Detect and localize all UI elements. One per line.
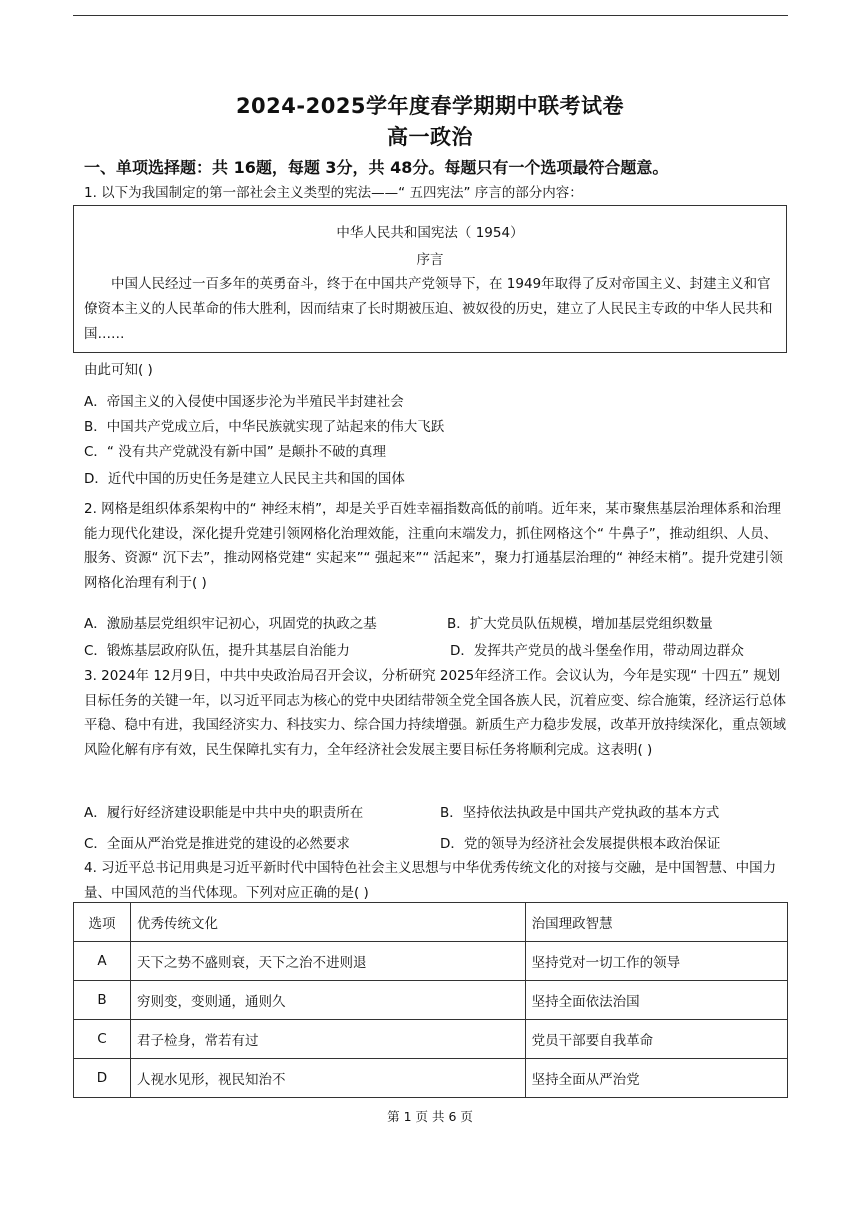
table-row (74, 981, 788, 1020)
table-cell: C (74, 1020, 131, 1059)
exam-title: 2024-2025学年度春学期期中联考试卷 (235, 94, 625, 118)
table-cell: A (74, 942, 131, 981)
table-cell: 坚持全面依法治国 (525, 981, 787, 1020)
exam-subject: 高一政治 (387, 125, 473, 149)
q3-option-b: B．坚持依法执政是中国共产党执政的基本方式 (440, 805, 720, 821)
q2-option-d: D．发挥共产党员的战斗堡垒作用，带动周边群众 (450, 643, 744, 659)
q3-option-d: D．党的领导为经济社会发展提供根本政治保证 (440, 836, 721, 852)
q1-option-d: D．近代中国的历史任务是建立人民民主共和国的国体 (84, 471, 405, 487)
q2-option-c: C．锻炼基层政府队伍，提升其基层自治能力 (84, 643, 350, 659)
table-cell: 坚持党对一切工作的领导 (525, 942, 787, 981)
q1-quote-box (73, 205, 787, 353)
q1-option-b: B．中国共产党成立后，中华民族就实现了站起来的伟大飞跃 (84, 419, 445, 435)
table-header-cell: 优秀传统文化 (130, 903, 525, 942)
table-cell: 天下之势不盛则衰，天下之治不进则退 (130, 942, 525, 981)
table-header-cell: 选项 (74, 903, 131, 942)
q1-ask: 由此可知( ) (84, 362, 153, 378)
q1-box-subtitle: 序言 (416, 252, 444, 268)
table-row (74, 942, 788, 981)
q2-stem: 2. 网格是组织体系架构中的“ 神经末梢”，却是关乎百姓幸福指数高低的前哨。近年来，某市聚焦基层治理体系和治理能力现代化建设，深化提升党建引领网格化治理效能，注重向末端发力，抓住网格这个“ 牛鼻子”，推动组织、人员、服务、资源“ 沉下去”，推动网格党建“ 实起来”“ 强起来”“ 活起来”，聚力打通基层治理的“ 神经末梢”。提升党建引领网格化治理有利于( ) (84, 501, 783, 591)
table-cell: 穷则变，变则通，通则久 (130, 981, 525, 1020)
q3-stem: 3. 2024年 12月9日，中共中央政治局召开会议，分析研究 2025年经济工作。会议认为，今年是实现“ 十四五” 规划目标任务的关键一年，以习近平同志为核心的党中央团结带领全党全国各族人民，沉着应变、综合施策，经济运行总体平稳、稳中有进，我国经济实力、科技实力、综合国力持续增强。新质生产力稳步发展，改革开放持续深化，重点领域风险化解有序有效，民生保障扎实有力，全年经济社会发展主要目标任务将顺利完成。这表明( ) (84, 668, 786, 758)
table-header-cell: 治国理政智慧 (525, 903, 787, 942)
table-cell: 坚持全面从严治党 (525, 1059, 787, 1098)
q3-option-c: C．全面从严治党是推进党的建设的必然要求 (84, 836, 350, 852)
section-heading: 一、单项选择题：共 16题，每题 3分，共 48分。每题只有一个选项最符合题意。 (84, 158, 669, 177)
q4-table (73, 902, 788, 1098)
table-cell: 党员干部要自我革命 (525, 1020, 787, 1059)
q3-option-a: A．履行好经济建设职能是中共中央的职责所在 (84, 805, 364, 821)
table-cell: B (74, 981, 131, 1020)
table-row (74, 1020, 788, 1059)
q2-option-a: A．激励基层党组织牢记初心，巩固党的执政之基 (84, 616, 377, 632)
page-footer: 第 1 页 共 6 页 (387, 1109, 473, 1124)
q1-option-c: C．“ 没有共产党就没有新中国” 是颠扑不破的真理 (84, 444, 386, 460)
table-cell: 君子检身，常若有过 (130, 1020, 525, 1059)
header-rule (73, 15, 788, 16)
q1-box-text: 中国人民经过一百多年的英勇奋斗，终于在中国共产党领导下，在 1949年取得了反对帝国主义、封建主义和官僚资本主义的人民革命的伟大胜利，因而结束了长时期被压迫、被奴役的历史，建立了人民民主专政的中华人民共和国…… (84, 276, 773, 342)
q1-box-title: 中华人民共和国宪法（ 1954） (336, 225, 524, 241)
q2-option-b: B．扩大党员队伍规模，增加基层党组织数量 (447, 616, 713, 632)
table-header-row (74, 903, 788, 942)
q1-stem: 1. 以下为我国制定的第一部社会主义类型的宪法——“ 五四宪法” 序言的部分内容： (84, 185, 583, 201)
table-cell: 人视水见形，视民知治不 (130, 1059, 525, 1098)
q4-stem: 4. 习近平总书记用典是习近平新时代中国特色社会主义思想与中华优秀传统文化的对接与交融，是中国智慧、中国力量、中国风范的当代体现。下列对应正确的是( ) (84, 860, 777, 901)
table-row (74, 1059, 788, 1098)
table-cell: D (74, 1059, 131, 1098)
q1-option-a: A．帝国主义的入侵使中国逐步沦为半殖民半封建社会 (84, 394, 404, 410)
